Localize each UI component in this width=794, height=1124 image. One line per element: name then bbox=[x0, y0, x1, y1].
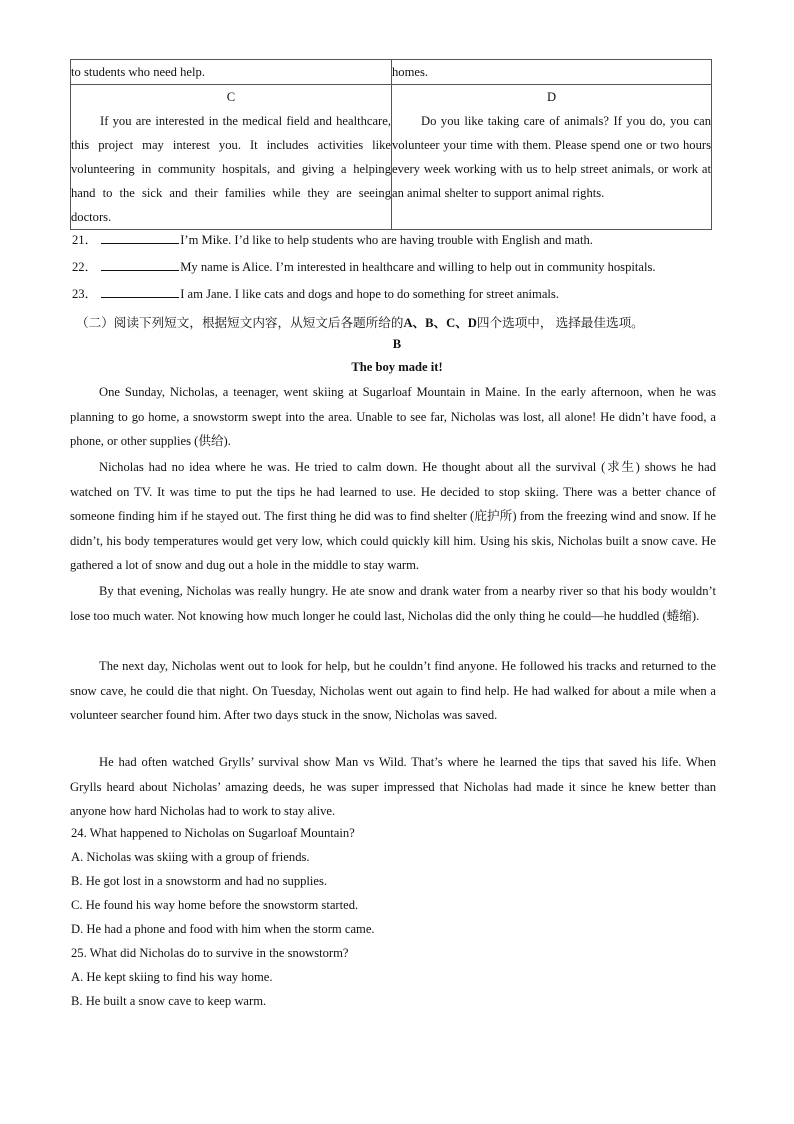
answer-option: A. Nicholas was skiing with a group of friends. bbox=[71, 850, 310, 864]
option-c-cell bbox=[71, 85, 392, 230]
answer-option: B. He got lost in a snowstorm and had no supplies. bbox=[71, 874, 328, 888]
cell-text: homes. bbox=[392, 65, 429, 79]
matching-question-22: 22． My name is Alice. I’m interested in healthcare and willing to help out in community hospitals. bbox=[72, 260, 656, 274]
answer-option: C. He found his way home before the snowstorm started. bbox=[71, 898, 359, 912]
table-row bbox=[71, 60, 712, 85]
option-c-text: If you are interested in the medical field and healthcare, this project may interest you. It includes activities like volunteering in community hospitals, and giving a helping hand to the sick and their families while they are seeing doctors. bbox=[71, 114, 391, 224]
option-d-cell bbox=[392, 85, 712, 230]
table-cell-b-end bbox=[71, 60, 392, 85]
answer-option: D. He had a phone and food with him when the storm came. bbox=[71, 922, 375, 936]
passage-title: The boy made it! bbox=[351, 360, 443, 374]
answer-blank[interactable] bbox=[101, 285, 179, 298]
section-label: B bbox=[392, 337, 402, 351]
answer-blank[interactable] bbox=[101, 231, 179, 244]
answer-option: B. He built a snow cave to keep warm. bbox=[71, 994, 267, 1008]
cell-text: to students who need help. bbox=[71, 65, 205, 79]
volunteer-options-table bbox=[70, 59, 712, 230]
passage-paragraph: He had often watched Grylls’ survival show Man vs Wild. That’s where he learned the tips that saved his life. When Grylls heard about Nicholas’ amazing deeds, he was super impressed that Nicholas had made it since he knew better than anyone how hard Nicholas had to work to stay alive. bbox=[70, 755, 716, 818]
option-c-label: C bbox=[226, 90, 236, 104]
matching-question-23: 23． I am Jane. I like cats and dogs and hope to do something for street animals. bbox=[72, 287, 559, 301]
option-d-label: D bbox=[546, 90, 557, 104]
answer-blank[interactable] bbox=[101, 258, 179, 271]
option-d-text: Do you like taking care of animals? If you do, you can volunteer your time with them. Please spend one or two hours every week working with us to help street animals, or work at an animal shelter to support animal rights. bbox=[392, 114, 711, 200]
passage-paragraph: One Sunday, Nicholas, a teenager, went skiing at Sugarloaf Mountain in Maine. In the early afternoon, when he was planning to go home, a snowstorm swept into the area. Unable to see far, Nicholas was lost, all alone! He didn’t have food, a phone, or other supplies (供给). bbox=[70, 385, 716, 448]
table-row bbox=[71, 85, 712, 230]
table-cell-c-end bbox=[392, 60, 712, 85]
question-24-stem: 24. What happened to Nicholas on Sugarloaf Mountain? bbox=[71, 826, 355, 840]
answer-option: A. He kept skiing to find his way home. bbox=[71, 970, 273, 984]
passage-paragraph: Nicholas had no idea where he was. He tried to calm down. He thought about all the survival (求生) shows he had watched on TV. It was time to put the tips he had learned to use. He decided to stop skiing. There was a better chance of someone finding him if he stayed out. The first thing he did was to find shelter (庇护所) from the freezing wind and snow. If he didn’t, his body temperatures would get very low, which could quickly kill him. Using his skis, Nicholas built a snow cave. He gathered a lot of snow and dug out a hole in the middle to stay warm. bbox=[70, 460, 716, 572]
section-instruction: （二）阅读下列短文，根据短文内容，从短文后各题所给的A、B、C、D四个选项中， 选择最佳选项。 bbox=[76, 316, 644, 330]
matching-question-21: 21． I’m Mike. I’d like to help students who are having trouble with English and math. bbox=[72, 233, 593, 247]
question-25-stem: 25. What did Nicholas do to survive in the snowstorm? bbox=[71, 946, 349, 960]
passage-paragraph: By that evening, Nicholas was really hungry. He ate snow and drank water from a nearby river so that his body wouldn’t lose too much water. Not knowing how much longer he could last, Nicholas did the only thing he could—he huddled (蜷缩). bbox=[70, 584, 716, 623]
passage-paragraph: The next day, Nicholas went out to look for help, but he couldn’t find anyone. He followed his tracks and returned to the snow cave, he could die that night. On Tuesday, Nicholas went out again to find help. He had walked for about a mile when a volunteer searcher found him. After two days stuck in the snow, Nicholas was saved. bbox=[70, 659, 716, 722]
